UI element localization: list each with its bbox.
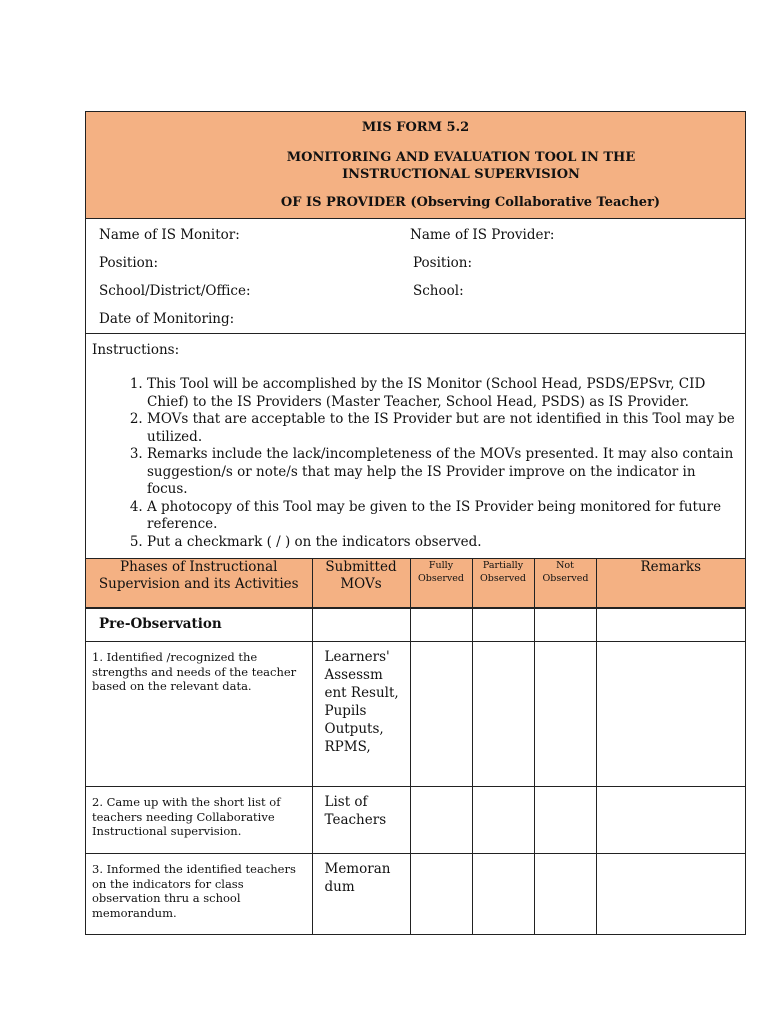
empty-cell bbox=[410, 608, 472, 642]
instruction-item: 3. Remarks include the lack/incompleteness of the MOVs presented. It may also contain suggestion/s or note/s that may help the IS Provider improve on the indicator in focus. bbox=[147, 446, 737, 499]
activity-cell: 3. Informed the identified teachers on the indicators for class observation thru a school memorandum. bbox=[86, 854, 312, 935]
fully-observed-cell[interactable] bbox=[410, 854, 472, 935]
not-observed-cell[interactable] bbox=[534, 642, 596, 787]
form-number: MIS FORM 5.2 bbox=[361, 120, 470, 135]
instructions-list bbox=[107, 376, 737, 551]
header-partially-observed: Partially Observed bbox=[472, 559, 534, 608]
header-remarks: Remarks bbox=[596, 559, 745, 608]
header-phases: Phases of Instructional Supervision and its Activities bbox=[86, 559, 312, 608]
remarks-cell[interactable] bbox=[596, 787, 745, 854]
instruction-item: 2. MOVs that are acceptable to the IS Provider but are not identified in this Tool may be utilized. bbox=[147, 411, 737, 446]
monitoring-date-label: Date of Monitoring: bbox=[99, 311, 235, 327]
evaluation-table bbox=[86, 559, 745, 934]
fully-observed-cell[interactable] bbox=[410, 642, 472, 787]
partially-observed-cell[interactable] bbox=[472, 642, 534, 787]
header-not-observed: Not Observed bbox=[534, 559, 596, 608]
empty-cell bbox=[312, 608, 410, 642]
form-header bbox=[86, 112, 745, 219]
empty-cell bbox=[596, 608, 745, 642]
monitor-school-label: School/District/Office: bbox=[99, 283, 251, 299]
instruction-item: 5. Put a checkmark ( / ) on the indicators observed. bbox=[147, 534, 737, 552]
remarks-cell[interactable] bbox=[596, 854, 745, 935]
instructions-section bbox=[86, 334, 745, 559]
activity-cell: 1. Identified /recognized the strengths and needs of the teacher based on the relevant data. bbox=[86, 642, 312, 787]
form-subtitle: OF IS PROVIDER (Observing Collaborative Teacher) bbox=[280, 195, 661, 210]
header-movs: Submitted MOVs bbox=[312, 559, 410, 608]
table-row bbox=[86, 642, 745, 787]
section-row bbox=[86, 608, 745, 642]
monitor-position-label: Position: bbox=[99, 255, 159, 271]
monitoring-form bbox=[85, 111, 746, 935]
instruction-item: 1. This Tool will be accomplished by the IS Monitor (School Head, PSDS/EPSvr, CID Chief) to the IS Providers (Master Teacher, School Head, PSDS) as IS Provider. bbox=[147, 376, 737, 411]
provider-school-label: School: bbox=[413, 283, 464, 299]
movs-cell: Memoran dum bbox=[312, 854, 410, 935]
remarks-cell[interactable] bbox=[596, 642, 745, 787]
monitor-name-label: Name of IS Monitor: bbox=[99, 227, 240, 243]
fully-observed-cell[interactable] bbox=[410, 787, 472, 854]
partially-observed-cell[interactable] bbox=[472, 787, 534, 854]
provider-name-label: Name of IS Provider: bbox=[410, 227, 555, 243]
section-label: Pre-Observation bbox=[86, 608, 312, 642]
provider-position-label: Position: bbox=[413, 255, 473, 271]
empty-cell bbox=[534, 608, 596, 642]
empty-cell bbox=[472, 608, 534, 642]
table-row bbox=[86, 854, 745, 935]
movs-cell: List of Teachers bbox=[312, 787, 410, 854]
form-title: MONITORING AND EVALUATION TOOL IN THE INSTRUCTIONAL SUPERVISION bbox=[286, 150, 636, 182]
table-header-row bbox=[86, 559, 745, 608]
movs-cell: Learners' Assessm ent Result, Pupils Outputs, RPMS, bbox=[312, 642, 410, 787]
not-observed-cell[interactable] bbox=[534, 854, 596, 935]
activity-cell: 2. Came up with the short list of teachers needing Collaborative Instructional supervision. bbox=[86, 787, 312, 854]
instructions-title: Instructions: bbox=[92, 342, 180, 358]
not-observed-cell[interactable] bbox=[534, 787, 596, 854]
header-fully-observed: Fully Observed bbox=[410, 559, 472, 608]
instruction-item: 4. A photocopy of this Tool may be given to the IS Provider being monitored for future reference. bbox=[147, 499, 737, 534]
table-row bbox=[86, 787, 745, 854]
partially-observed-cell[interactable] bbox=[472, 854, 534, 935]
info-section bbox=[86, 219, 745, 334]
